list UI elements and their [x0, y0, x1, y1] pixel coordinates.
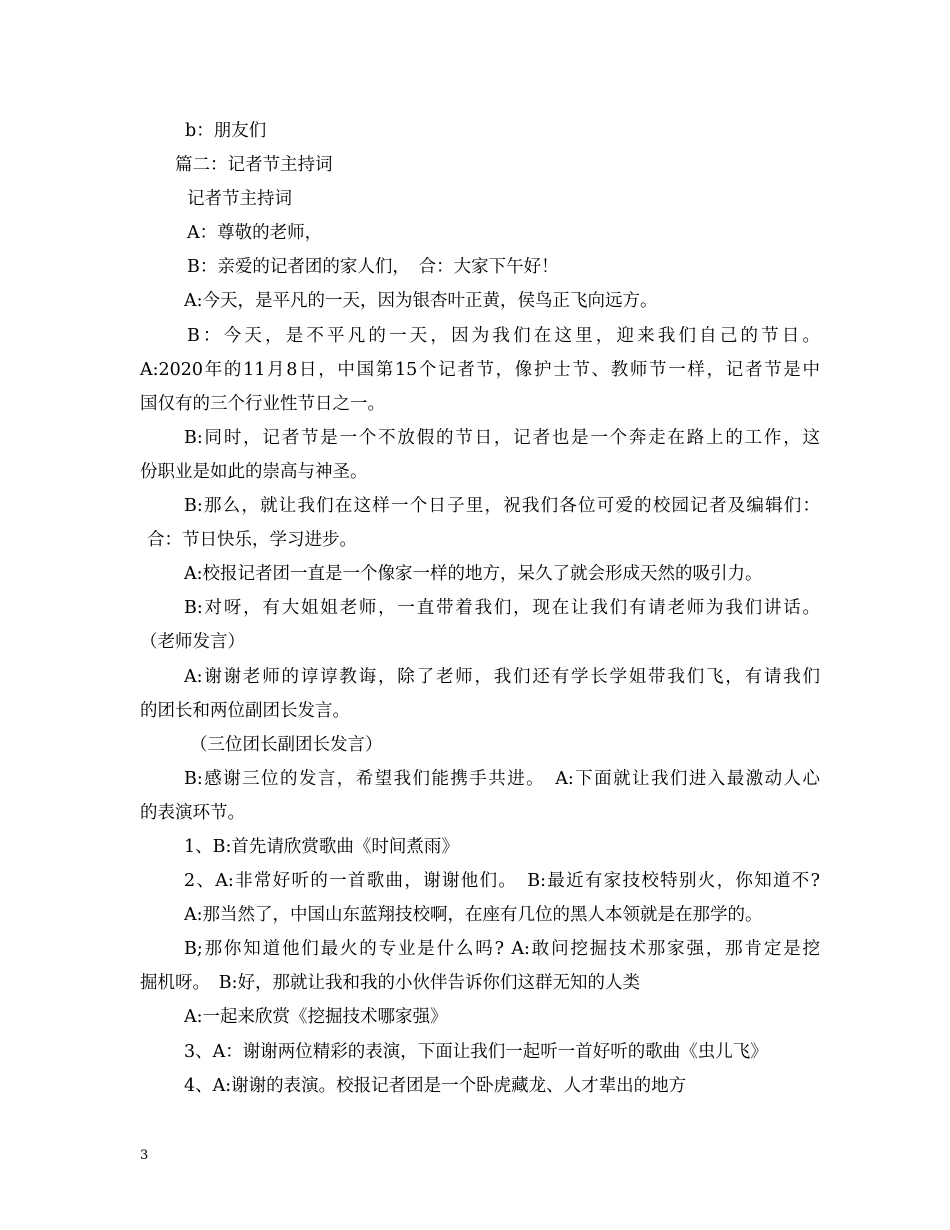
text-line: A:校报记者团一直是一个像家一样的地方，呆久了就会形成天然的吸引力。 [184, 564, 763, 585]
text-line: B:同时，记者节是一个不放假的节日，记者也是一个奔走在路上的工作，这 [184, 427, 820, 448]
text-line: A:那当然了，中国山东蓝翔技校啊，在座有几位的黑人本领就是在那学的。 [184, 905, 763, 926]
text-line: A:今天，是平凡的一天，因为银杏叶正黄，侯鸟正飞向远方。 [184, 291, 658, 312]
text-line: B:感谢三位的发言，希望我们能携手共进。 A:下面就让我们进入最激动人心 [184, 768, 820, 789]
text-line: B:对呀，有大姐姐老师，一直带着我们，现在让我们有请老师为我们讲话。 [184, 598, 820, 619]
text-line: 记者节主持词 [187, 189, 292, 210]
text-line: B：亲爱的记者团的家人们， 合：大家下午好！ [187, 257, 559, 278]
text-line: 的团长和两位副团长发言。 [140, 700, 350, 721]
text-line: 掘机呀。 B:好，那就让我和我的小伙伴告诉你们这群无知的人类 [140, 973, 641, 994]
text-line: 4、A:谢谢的表演。校报记者团是一个卧虎藏龙、人才辈出的地方 [184, 1075, 687, 1096]
text-line: 2、A:非常好听的一首歌曲，谢谢他们。 B:最近有家技校特别火，你知道不? [184, 871, 820, 892]
text-line: b：朋友们 [185, 121, 267, 141]
text-line: 国仅有的三个行业性节日之一。 [140, 393, 385, 414]
text-line: A:2020年的11月8日，中国第15个记者节，像护士节、教师节一样，记者节是中 [140, 359, 820, 380]
text-line: 的表演环节。 [140, 802, 245, 823]
document-body [140, 114, 820, 1103]
text-line: 1、B:首先请欣赏歌曲《时间煮雨》 [184, 836, 459, 857]
text-line: （老师发言） [140, 632, 245, 653]
section-heading: 篇二：记者节主持词 [175, 155, 333, 176]
page-number: 3 [140, 1148, 149, 1163]
text-line: B：今天，是不平凡的一天，因为我们在这里，迎来我们自己的节日。 [187, 325, 820, 346]
text-line: 合：节日快乐，学习进步。 [147, 530, 357, 551]
text-line: 份职业是如此的崇高与神圣。 [140, 461, 368, 482]
text-line: A：尊敬的老师， [187, 223, 323, 244]
text-line: B;那你知道他们最火的专业是什么吗? A:敢问挖掘技术那家强，那肯定是挖 [184, 939, 820, 960]
text-line: （三位团长副团长发言） [190, 734, 383, 755]
text-line: 3、A：谢谢两位精彩的表演，下面让我们一起听一首好听的歌曲《虫儿飞》 [184, 1041, 768, 1062]
text-line: B:那么，就让我们在这样一个日子里，祝我们各位可爱的校园记者及编辑们： [184, 496, 820, 517]
text-line: A:一起来欣赏《挖掘技术哪家强》 [184, 1007, 448, 1028]
text-line: A:谢谢老师的谆谆教诲，除了老师，我们还有学长学姐带我们飞，有请我们 [184, 666, 820, 687]
